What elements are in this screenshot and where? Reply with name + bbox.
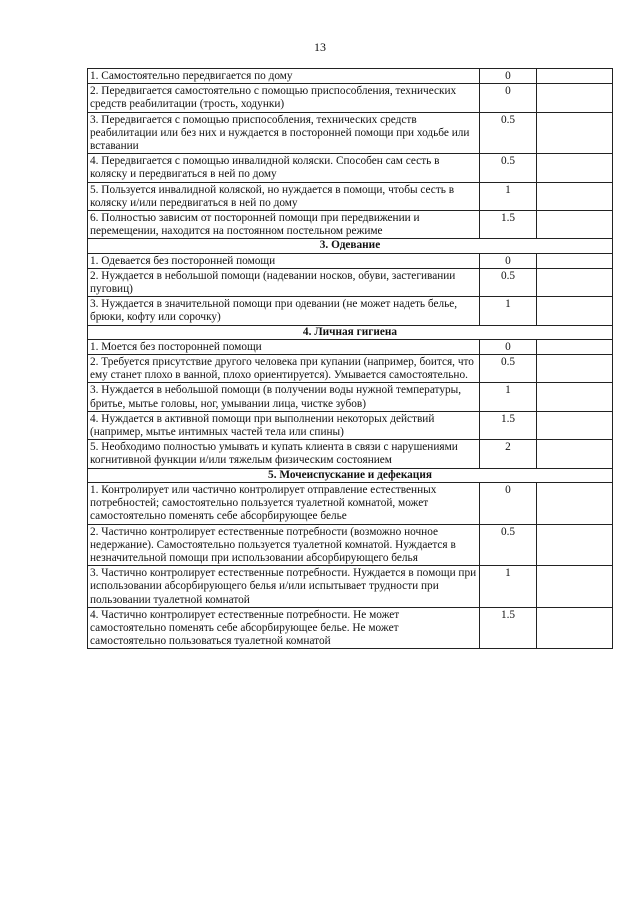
- section-title: 5. Мочеиспускание и дефекация: [88, 468, 613, 482]
- page-number: 13: [314, 40, 326, 54]
- item-description: 1. Контролирует или частично контролирует отправление естественных потребностей; самостоятельно пользуется туалетной комнатой, может самостоятельно поменять себе абсорбирующее белье: [88, 482, 480, 524]
- item-description: 3. Нуждается в небольшой помощи (в получении воды нужной температуры, бритье, мытье головы, ног, умывании лица, чистке зубов): [88, 383, 480, 411]
- table-row: [88, 182, 613, 210]
- item-description: 3. Передвигается с помощью приспособления, технических средств реабилитации или без них и нуждается в посторонней помощи при ходьбе или вставании: [88, 112, 480, 154]
- empty-cell: [537, 411, 613, 439]
- item-description: 1. Самостоятельно передвигается по дому: [88, 69, 480, 84]
- empty-cell: [537, 339, 613, 354]
- table-row: [88, 69, 613, 84]
- empty-cell: [537, 355, 613, 383]
- item-description: 1. Моется без посторонней помощи: [88, 339, 480, 354]
- empty-cell: [537, 297, 613, 325]
- item-description: 2. Передвигается самостоятельно с помощью приспособления, технических средств реабилитации (трость, ходунки): [88, 84, 480, 112]
- assessment-table-body: [88, 69, 613, 649]
- table-row: [88, 211, 613, 239]
- empty-cell: [537, 69, 613, 84]
- table-row: [88, 84, 613, 112]
- table-row: [88, 524, 613, 566]
- empty-cell: [537, 211, 613, 239]
- table-row: [88, 253, 613, 268]
- item-description: 3. Нуждается в значительной помощи при одевании (не может надеть белье, брюки, кофту или сорочку): [88, 297, 480, 325]
- item-score: 1.5: [480, 607, 537, 649]
- table-row: [88, 268, 613, 296]
- section-header-row: [88, 468, 613, 482]
- item-score: 1.5: [480, 211, 537, 239]
- table-row: [88, 355, 613, 383]
- assessment-table: [87, 68, 613, 649]
- item-score: 1: [480, 297, 537, 325]
- item-description: 3. Частично контролирует естественные потребности. Нуждается в помощи при использовании абсорбирующего белья и/или испытывает трудности при пользовании туалетной комнатой: [88, 566, 480, 608]
- item-score: 0.5: [480, 154, 537, 182]
- item-score: 0.5: [480, 268, 537, 296]
- empty-cell: [537, 482, 613, 524]
- table-row: [88, 607, 613, 649]
- item-score: 0: [480, 69, 537, 84]
- item-description: 2. Частично контролирует естественные потребности (возможно ночное недержание). Самостоятельно пользуется туалетной комнатой. Нуждается в незначительной помощи при использовании абсорбирующего белья: [88, 524, 480, 566]
- item-description: 4. Нуждается в активной помощи при выполнении некоторых действий (например, мытье интимных частей тела или спины): [88, 411, 480, 439]
- empty-cell: [537, 566, 613, 608]
- item-score: 2: [480, 440, 537, 468]
- item-description: 4. Частично контролирует естественные потребности. Не может самостоятельно поменять себе абсорбирующее белье. Не может самостоятельно пользоваться туалетной комнатой: [88, 607, 480, 649]
- item-score: 0: [480, 339, 537, 354]
- item-description: 4. Передвигается с помощью инвалидной коляски. Способен сам сесть в коляску и передвигаться в ней по дому: [88, 154, 480, 182]
- item-description: 2. Требуется присутствие другого человека при купании (например, боится, что ему станет плохо в ванной, плохо ориентируется). Умывается самостоятельно.: [88, 355, 480, 383]
- table-row: [88, 566, 613, 608]
- item-description: 5. Необходимо полностью умывать и купать клиента в связи с нарушениями когнитивной функции и/или тяжелым физическим состоянием: [88, 440, 480, 468]
- item-description: 2. Нуждается в небольшой помощи (надевании носков, обуви, застегивании пуговиц): [88, 268, 480, 296]
- empty-cell: [537, 268, 613, 296]
- table-row: [88, 154, 613, 182]
- empty-cell: [537, 112, 613, 154]
- table-row: [88, 411, 613, 439]
- empty-cell: [537, 524, 613, 566]
- empty-cell: [537, 182, 613, 210]
- empty-cell: [537, 84, 613, 112]
- item-score: 0: [480, 253, 537, 268]
- item-description: 5. Пользуется инвалидной коляской, но нуждается в помощи, чтобы сесть в коляску и/или передвигаться в ней по дому: [88, 182, 480, 210]
- item-description: 6. Полностью зависим от посторонней помощи при передвижении и перемещении, находится на постоянном постельном режиме: [88, 211, 480, 239]
- empty-cell: [537, 440, 613, 468]
- table-row: [88, 383, 613, 411]
- table-row: [88, 339, 613, 354]
- item-score: 1: [480, 566, 537, 608]
- empty-cell: [537, 383, 613, 411]
- section-header-row: [88, 239, 613, 253]
- section-header-row: [88, 325, 613, 339]
- empty-cell: [537, 253, 613, 268]
- table-row: [88, 112, 613, 154]
- item-description: 1. Одевается без посторонней помощи: [88, 253, 480, 268]
- item-score: 0.5: [480, 112, 537, 154]
- empty-cell: [537, 154, 613, 182]
- item-score: 1: [480, 383, 537, 411]
- table-row: [88, 440, 613, 468]
- section-title: 4. Личная гигиена: [88, 325, 613, 339]
- item-score: 0: [480, 482, 537, 524]
- item-score: 1.5: [480, 411, 537, 439]
- item-score: 1: [480, 182, 537, 210]
- table-row: [88, 297, 613, 325]
- item-score: 0.5: [480, 355, 537, 383]
- item-score: 0: [480, 84, 537, 112]
- section-title: 3. Одевание: [88, 239, 613, 253]
- table-row: [88, 482, 613, 524]
- empty-cell: [537, 607, 613, 649]
- item-score: 0.5: [480, 524, 537, 566]
